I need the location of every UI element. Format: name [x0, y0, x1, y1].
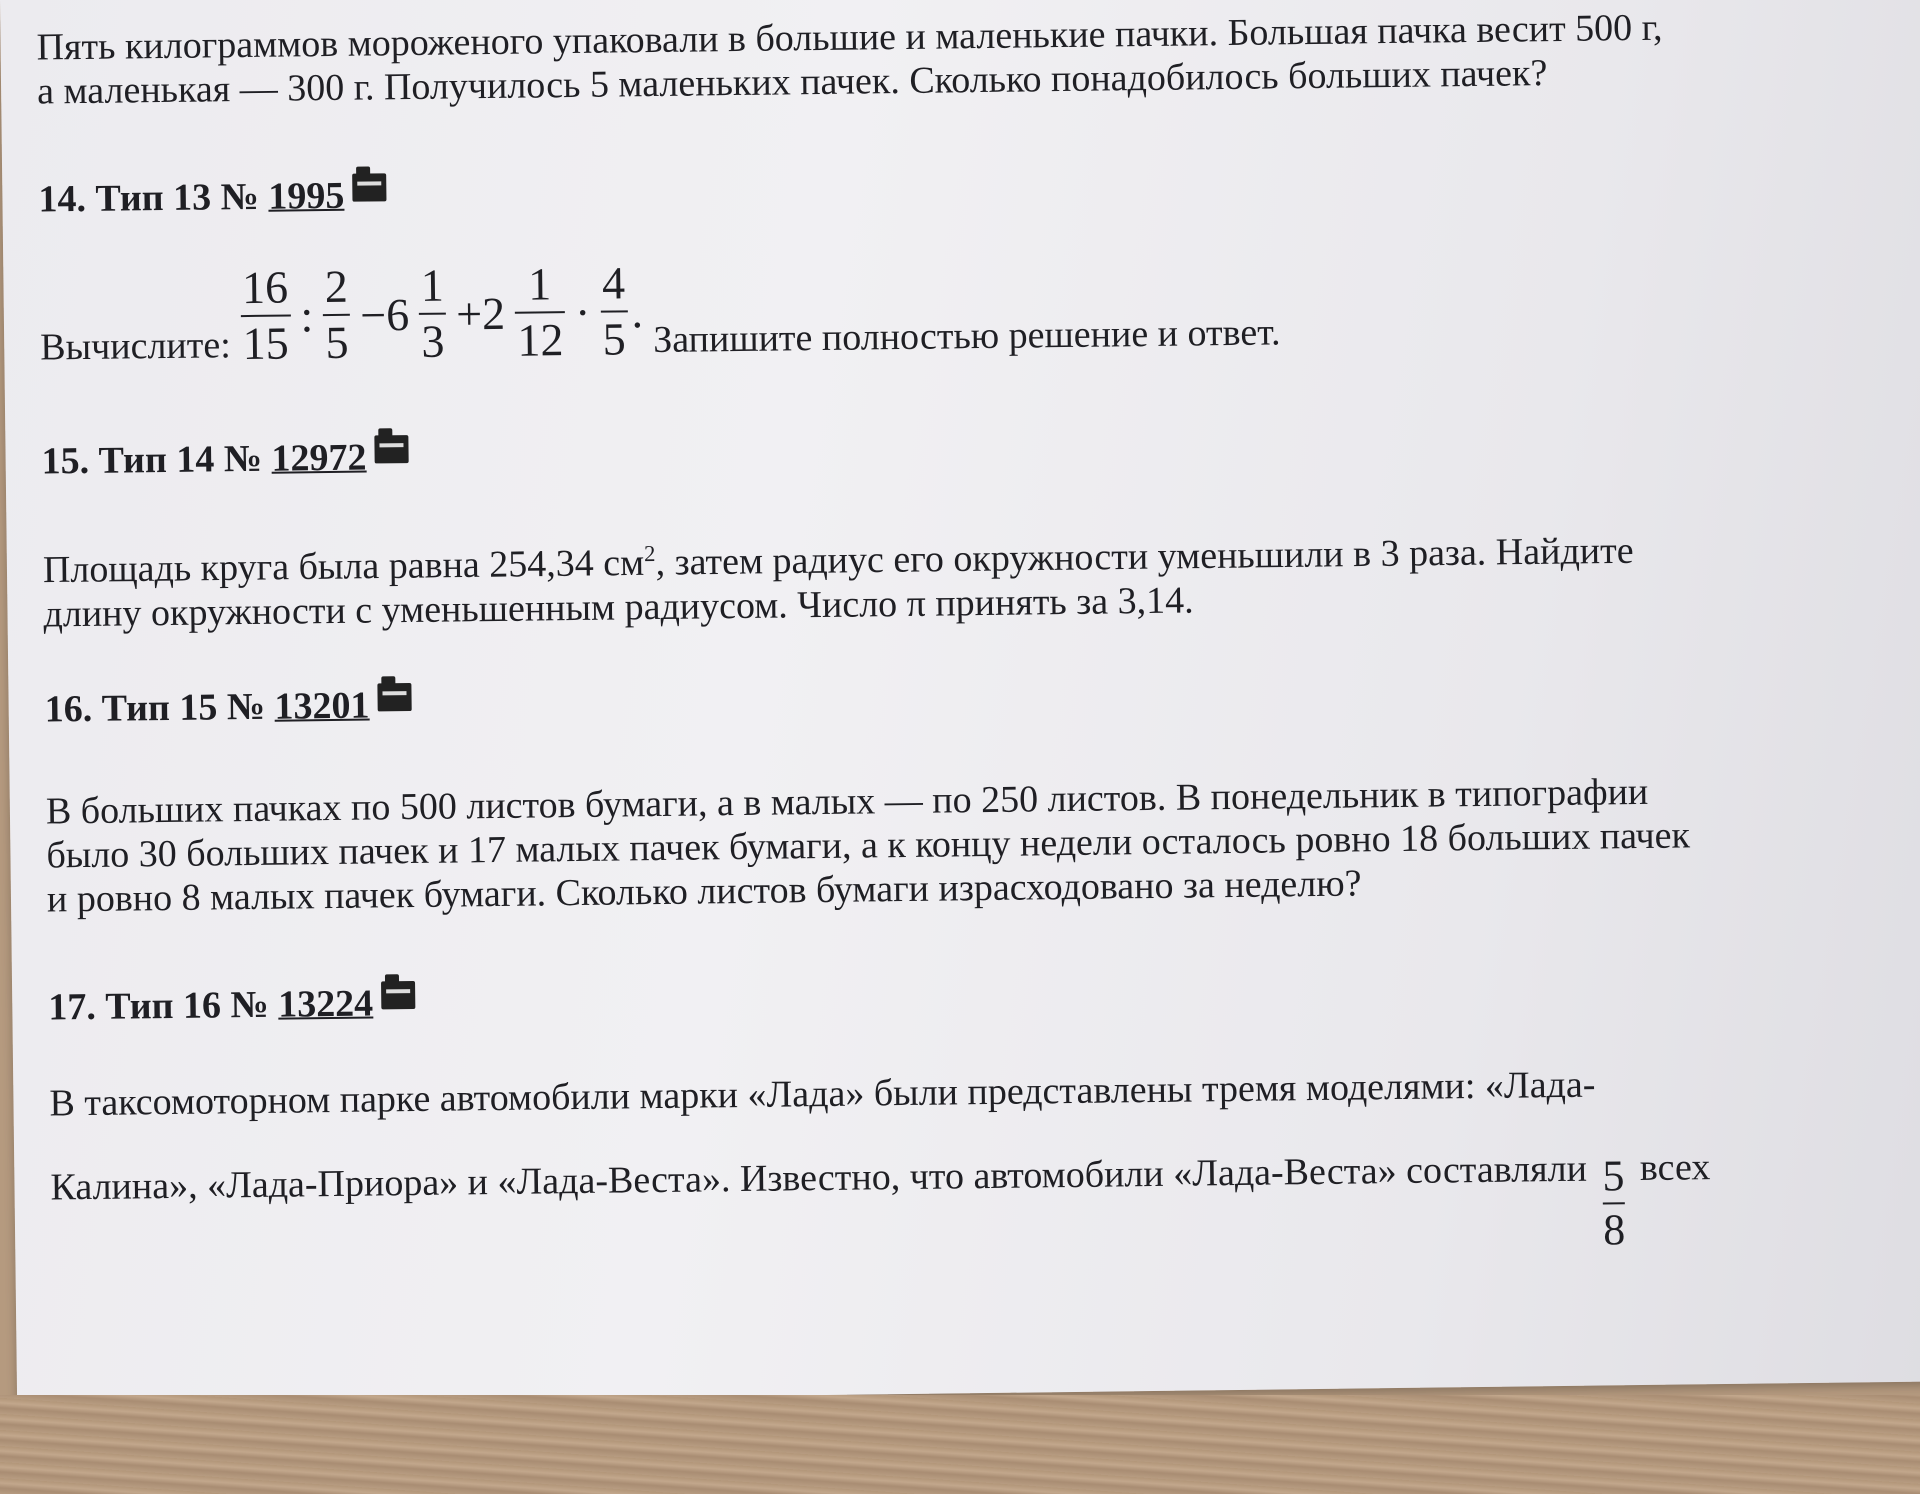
operator-plus-2: +2 [455, 287, 506, 339]
fraction-2-5: $\frac{2}{5}$ [324, 260, 349, 369]
task-17-line-2: Калина», «Лада-Приора» и «Лада-Веста». Известно, что автомобили «Лада-Веста» составляли $\frac{5}{8}$ всех [50, 1146, 1711, 1255]
task-16-line-1: В больших пачках по 500 листов бумаги, а в малых — по 250 листов. В понедельник в типографии [45, 770, 1649, 833]
task-16-line-3: и ровно 8 малых пачек бумаги. Сколько листов бумаги израсходовано за неделю? [46, 862, 1362, 921]
task-14-heading [38, 173, 386, 221]
fraction-4-5: $\frac{4}{5}$ [601, 257, 627, 365]
task-17-number-link[interactable]: 13224 [277, 982, 374, 1026]
task-15-line-1: Площадь круга была равна 254,34 $см^2$, затем радиус его окружности уменьшили в 3 раза. Найдите [42, 529, 1634, 592]
folder-icon[interactable] [377, 683, 411, 711]
folder-icon[interactable] [374, 435, 408, 463]
task-16-heading [44, 683, 411, 731]
task-15-body [43, 520, 1635, 636]
fraction-16-15: $\frac{16}{15}$ [241, 261, 290, 370]
task-14-label: Вычислите: [39, 324, 232, 369]
task-17-body [49, 1061, 1711, 1271]
operator-minus-6: −6 [359, 288, 410, 341]
task-16-body [46, 769, 1691, 921]
task-14-instruction: Запишите полностью решение и ответ. [652, 311, 1281, 362]
task-14-body [39, 252, 1280, 369]
intro-paragraph [36, 6, 1663, 114]
folder-icon[interactable] [381, 981, 415, 1009]
task-14-number-link[interactable]: 1995 [268, 174, 345, 218]
task-14-expression [236, 257, 644, 370]
task-16-prefix: 16. Тип 15 № [44, 685, 275, 731]
task-17-prefix: 17. Тип 16 № [48, 983, 279, 1029]
operator-divide: : [300, 289, 314, 341]
task-17-heading [48, 981, 415, 1029]
task-15-prefix: 15. Тип 14 № [41, 437, 272, 483]
operator-multiply: · [574, 286, 591, 338]
fraction-1-3: $\frac{1}{3}$ [420, 259, 445, 367]
intro-line-2: а маленькая — 300 г. Получилось 5 маленьких пачек. Сколько понадобилось больших пачек? [36, 52, 1548, 113]
task-16-line-2: было 30 больших пачек и 17 малых пачек бумаги, а к концу недели осталось ровно 18 больших пачек [46, 814, 1691, 877]
fraction-1-12: $\frac{1}{12}$ [514, 261, 565, 364]
task-14-prefix: 14. Тип 13 № [38, 175, 269, 221]
task-15-line-2: длину окружности с уменьшенным радиусом. Число π принять за 3,14. [43, 579, 1194, 636]
table-surface [0, 1395, 1920, 1494]
fraction-5-8: $\frac{5}{8}$ [1602, 1151, 1626, 1255]
expression-period: . [631, 285, 644, 337]
folder-icon[interactable] [352, 173, 386, 201]
task-15-number-link[interactable]: 12972 [271, 436, 367, 480]
task-16-number-link[interactable]: 13201 [274, 684, 370, 728]
intro-line-1: Пять килограммов мороженого упаковали в большие и маленькие пачки. Большая пачка весит 500 г, [36, 6, 1663, 69]
task-17-line-1: В таксомоторном парке автомобили марки «Лада» были представлены тремя моделями: «Лада- [49, 1063, 1596, 1125]
task-15-heading [41, 435, 408, 483]
